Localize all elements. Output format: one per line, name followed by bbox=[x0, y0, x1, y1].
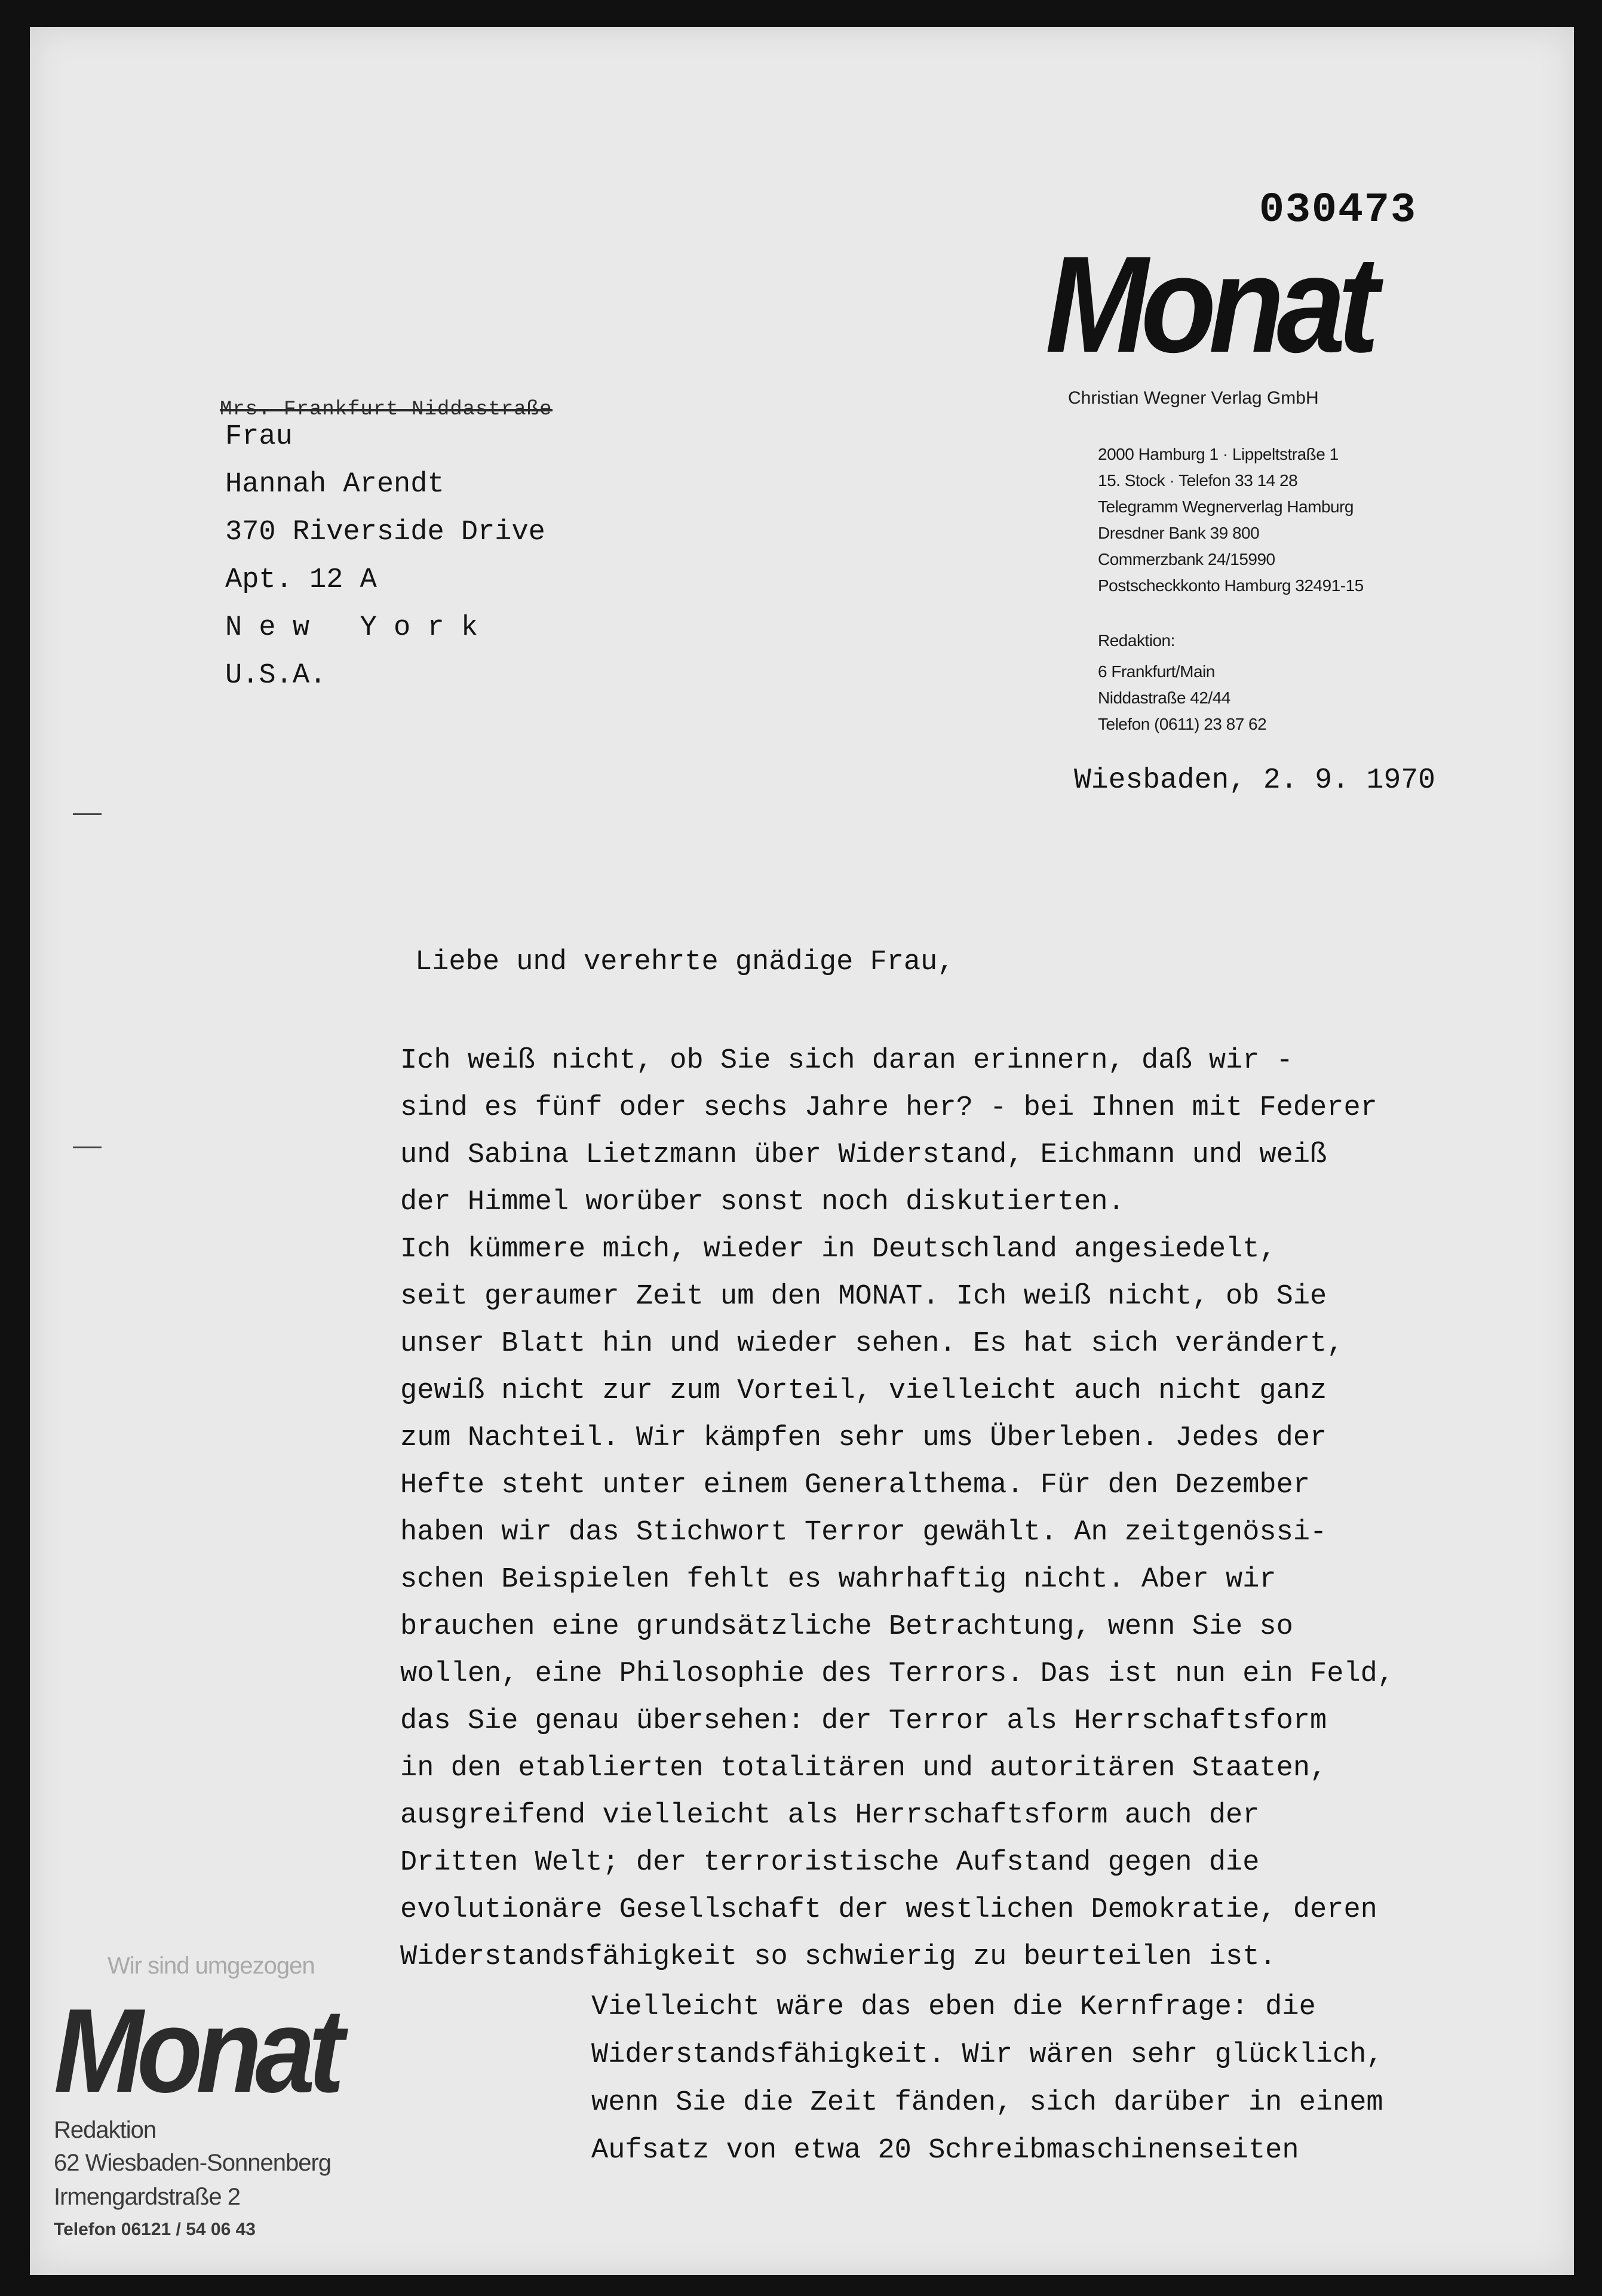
fold-mark bbox=[73, 813, 102, 815]
body-line: Widerstandsfähigkeit. Wir wären sehr glücklich, bbox=[591, 2039, 1383, 2071]
body-line: Ich kümmere mich, wieder in Deutschland angesiedelt, bbox=[400, 1234, 1276, 1265]
footer-line: 62 Wiesbaden-Sonnenberg bbox=[54, 2150, 332, 2176]
recipient-line: Hannah Arendt bbox=[225, 469, 444, 500]
recipient-line: Apt. 12 A bbox=[225, 564, 377, 596]
recipient-line: N e w Y o r k bbox=[225, 612, 478, 644]
address-line: Commerzbank 24/15990 bbox=[1098, 550, 1275, 568]
address-line: Dresdner Bank 39 800 bbox=[1098, 524, 1260, 542]
body-line: Dritten Welt; der terroristische Aufstand gegen die bbox=[400, 1847, 1260, 1879]
publisher-name: Christian Wegner Verlag GmbH bbox=[1068, 388, 1319, 408]
moved-notice: Wir sind umgezogen bbox=[108, 1953, 315, 1979]
body-line: Hefte steht unter einem Generalthema. Für den Dezember bbox=[400, 1470, 1311, 1501]
address-line: 15. Stock · Telefon 33 14 28 bbox=[1098, 471, 1298, 490]
body-line: sind es fünf oder sechs Jahre her? - bei Ihnen mit Federer bbox=[400, 1092, 1377, 1124]
body-line: wenn Sie die Zeit fänden, sich darüber in einem bbox=[591, 2087, 1383, 2119]
redaktion-line: Telefon (0611) 23 87 62 bbox=[1098, 715, 1267, 733]
body-line: in den etablierten totalitären und autoritären Staaten, bbox=[400, 1753, 1327, 1784]
place-and-date: Wiesbaden, 2. 9. 1970 bbox=[1074, 764, 1435, 797]
document-number: 030473 bbox=[1259, 187, 1417, 234]
body-line: Widerstandsfähigkeit so schwierig zu beurteilen ist. bbox=[400, 1941, 1276, 1973]
letterhead-logo: Monat bbox=[1045, 228, 1372, 381]
body-line: das Sie genau übersehen: der Terror als Herrschaftsform bbox=[400, 1705, 1327, 1737]
struck-out-line: Mrs. Frankfurt Niddastraße bbox=[220, 398, 553, 421]
body-line: seit geraumer Zeit um den MONAT. Ich weiß nicht, ob Sie bbox=[400, 1281, 1327, 1313]
recipient-line: U.S.A. bbox=[225, 660, 327, 691]
body-line: der Himmel worüber sonst noch diskutierten. bbox=[400, 1187, 1125, 1218]
address-line: 2000 Hamburg 1 · Lippeltstraße 1 bbox=[1098, 445, 1339, 463]
footer-phone: Telefon 06121 / 54 06 43 bbox=[54, 2220, 256, 2239]
body-line: zum Nachteil. Wir kämpfen sehr ums Überleben. Jedes der bbox=[400, 1422, 1327, 1454]
body-line: und Sabina Lietzmann über Widerstand, Eichmann und weiß bbox=[400, 1139, 1327, 1171]
recipient-line: Frau bbox=[225, 421, 293, 453]
redaktion-line: Niddastraße 42/44 bbox=[1098, 689, 1230, 707]
redaktion-line: 6 Frankfurt/Main bbox=[1098, 662, 1215, 681]
body-line: schen Beispielen fehlt es wahrhaftig nicht. Aber wir bbox=[400, 1564, 1276, 1596]
body-line: Vielleicht wäre das eben die Kernfrage: die bbox=[591, 1991, 1316, 2023]
address-line: Postscheckkonto Hamburg 32491-15 bbox=[1098, 576, 1364, 595]
footer-line: Redaktion bbox=[54, 2117, 156, 2143]
body-line: wollen, eine Philosophie des Terrors. Das ist nun ein Feld, bbox=[400, 1658, 1395, 1690]
redaktion-line: Redaktion: bbox=[1098, 631, 1175, 650]
footer-line: Irmengardstraße 2 bbox=[54, 2184, 241, 2210]
body-line: haben wir das Stichwort Terror gewählt. An zeitgenössi- bbox=[400, 1517, 1327, 1548]
body-line: evolutionäre Gesellschaft der westlichen Demokratie, deren bbox=[400, 1894, 1377, 1926]
letter-page bbox=[30, 27, 1574, 2275]
body-line: gewiß nicht zur zum Vorteil, vielleicht auch nicht ganz bbox=[400, 1375, 1327, 1407]
salutation: Liebe und verehrte gnädige Frau, bbox=[415, 946, 955, 978]
fold-mark bbox=[73, 1147, 102, 1148]
address-line: Telegramm Wegnerverlag Hamburg bbox=[1098, 497, 1354, 516]
body-line: Ich weiß nicht, ob Sie sich daran erinnern, daß wir - bbox=[400, 1045, 1293, 1077]
recipient-line: 370 Riverside Drive bbox=[225, 517, 545, 548]
body-line: Aufsatz von etwa 20 Schreibmaschinenseiten bbox=[591, 2135, 1299, 2166]
body-line: unser Blatt hin und wieder sehen. Es hat sich verändert, bbox=[400, 1328, 1344, 1360]
body-line: ausgreifend vielleicht als Herrschaftsform auch der bbox=[400, 1800, 1260, 1831]
body-line: brauchen eine grundsätzliche Betrachtung, wenn Sie so bbox=[400, 1611, 1293, 1643]
footer-logo: Monat bbox=[54, 1984, 338, 2117]
